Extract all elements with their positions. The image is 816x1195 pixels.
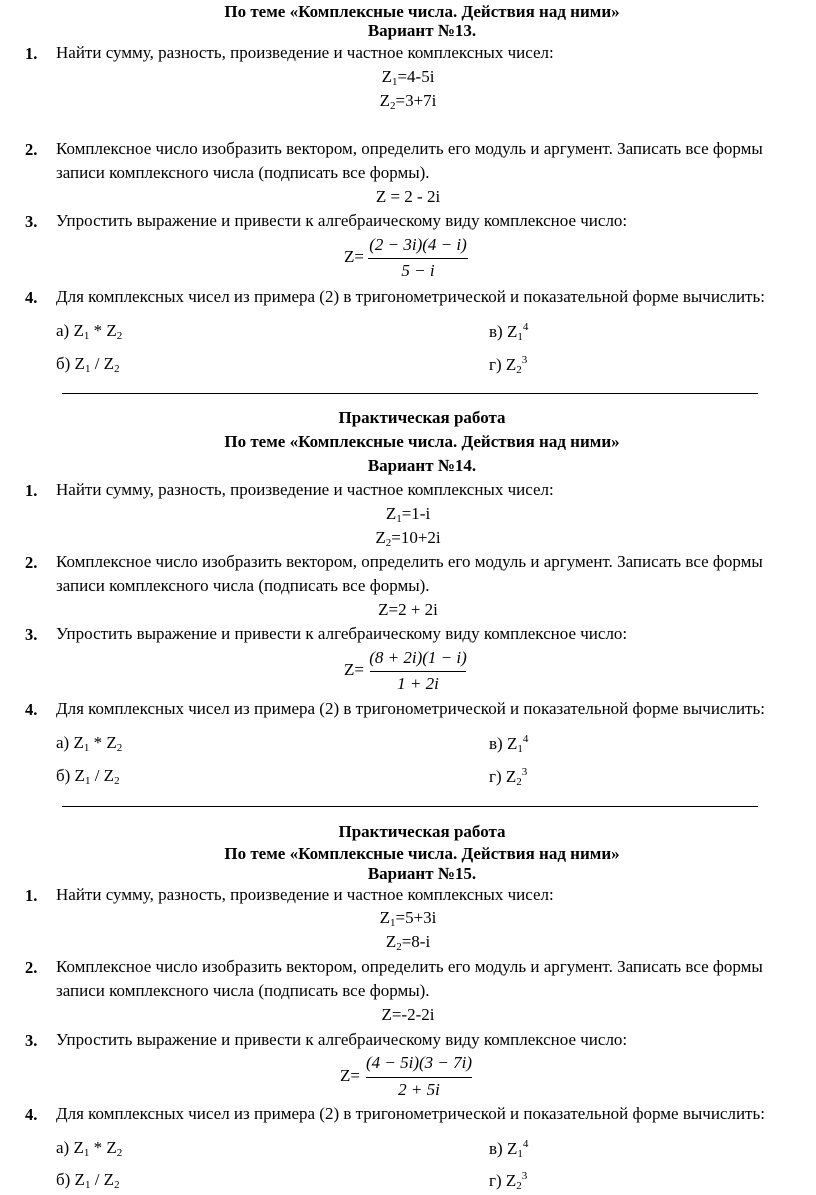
task-text: записи комплексного числа (подписать все формы). xyxy=(56,576,430,595)
divider-line xyxy=(62,806,758,807)
task-number: 1. xyxy=(25,481,38,500)
task-text: Упростить выражение и привести к алгебраическому виду комплексное число: xyxy=(56,1030,628,1049)
z-expression: Z = 2 - 2i xyxy=(375,187,441,206)
task-number: 3. xyxy=(25,1031,38,1050)
task-number: 4. xyxy=(25,700,38,719)
task-number: 1. xyxy=(25,44,38,63)
divider-line xyxy=(62,393,758,394)
task-text: записи комплексного числа (подписать все формы). xyxy=(56,981,430,1000)
option-d: г) $Z_2^3$ xyxy=(489,766,528,788)
fraction-bar xyxy=(366,1077,472,1078)
z-label: Z= xyxy=(344,660,364,679)
task-text: Комплексное число изобразить вектором, определить его модуль и аргумент. Записать все формы xyxy=(56,957,763,976)
fraction-denominator: 1 + 2i xyxy=(397,674,439,693)
task-number: 4. xyxy=(25,288,38,307)
z1-expression: $Z_1=5+3i$ xyxy=(379,908,437,929)
option-b: б) $Z_1 / Z_2$ xyxy=(56,1170,120,1191)
task-text: Найти сумму, разность, произведение и частное комплексных чисел: xyxy=(56,885,554,904)
task-number: 3. xyxy=(25,212,38,231)
topic-title: По теме «Комплексные числа. Действия над ними» xyxy=(224,432,620,451)
fraction-denominator: 5 − i xyxy=(401,261,435,280)
option-d: г) $Z_2^3$ xyxy=(489,354,528,376)
task-number: 2. xyxy=(25,553,38,572)
task-text: Найти сумму, разность, произведение и частное комплексных чисел: xyxy=(56,43,554,62)
z-expression: Z=2 + 2i xyxy=(378,600,438,619)
section-header: Практическая работа xyxy=(338,822,506,841)
option-a: а) $Z_1 * Z_2$ xyxy=(56,733,123,754)
z1-expression: $Z_1=4-5i$ xyxy=(381,67,435,88)
z-expression: Z=-2-2i xyxy=(381,1005,435,1024)
fraction-expression xyxy=(340,1053,480,1103)
task-number: 3. xyxy=(25,625,38,644)
task-number: 2. xyxy=(25,140,38,159)
task-number: 4. xyxy=(25,1105,38,1124)
option-c: в) $Z_1^4$ xyxy=(489,321,529,343)
option-b: б) $Z_1 / Z_2$ xyxy=(56,354,120,375)
option-d: г) $Z_2^3$ xyxy=(489,1170,528,1192)
fraction-expression xyxy=(344,235,474,285)
z2-expression: $Z_2=10+2i$ xyxy=(375,528,441,549)
fraction-bar xyxy=(370,671,466,672)
z-label: Z= xyxy=(340,1066,360,1085)
task-text: Комплексное число изобразить вектором, определить его модуль и аргумент. Записать все формы xyxy=(56,552,763,571)
task-text: записи комплексного числа (подписать все формы). xyxy=(56,163,430,182)
task-number: 1. xyxy=(25,886,38,905)
task-number: 2. xyxy=(25,958,38,977)
task-text: Для комплексных чисел из примера (2) в тригонометрической и показательной форме вычислить: xyxy=(56,287,765,306)
topic-title: По теме «Комплексные числа. Действия над ними» xyxy=(224,2,620,21)
fraction-numerator: (2 − 3i)(4 − i) xyxy=(369,235,467,254)
fraction-denominator: 2 + 5i xyxy=(398,1080,440,1099)
option-c: в) $Z_1^4$ xyxy=(489,733,529,755)
task-text: Для комплексных чисел из примера (2) в тригонометрической и показательной форме вычислить: xyxy=(56,1104,765,1123)
option-a: а) $Z_1 * Z_2$ xyxy=(56,321,123,342)
fraction-bar xyxy=(368,258,468,259)
option-a: а) $Z_1 * Z_2$ xyxy=(56,1138,123,1159)
task-text: Найти сумму, разность, произведение и частное комплексных чисел: xyxy=(56,480,554,499)
variant-title: Вариант №14. xyxy=(367,456,477,475)
z1-expression: $Z_1=1-i$ xyxy=(385,504,431,525)
option-b: б) $Z_1 / Z_2$ xyxy=(56,766,120,787)
fraction-expression xyxy=(344,648,474,698)
variant-title: Вариант №13. xyxy=(367,21,477,40)
option-c: в) $Z_1^4$ xyxy=(489,1138,529,1160)
task-text: Для комплексных чисел из примера (2) в тригонометрической и показательной форме вычислить: xyxy=(56,699,765,718)
z2-expression: $Z_2=3+7i$ xyxy=(379,91,437,112)
z-label: Z= xyxy=(344,247,364,266)
fraction-numerator: (4 − 5i)(3 − 7i) xyxy=(365,1053,473,1072)
fraction-numerator: (8 + 2i)(1 − i) xyxy=(369,648,467,667)
task-text: Упростить выражение и привести к алгебраическому виду комплексное число: xyxy=(56,624,628,643)
section-header: Практическая работа xyxy=(338,408,506,427)
topic-title: По теме «Комплексные числа. Действия над ними» xyxy=(224,844,620,863)
task-text: Упростить выражение и привести к алгебраическому виду комплексное число: xyxy=(56,211,628,230)
task-text: Комплексное число изобразить вектором, определить его модуль и аргумент. Записать все формы xyxy=(56,139,763,158)
variant-title: Вариант №15. xyxy=(367,864,477,883)
z2-expression: $Z_2=8-i$ xyxy=(385,932,431,953)
